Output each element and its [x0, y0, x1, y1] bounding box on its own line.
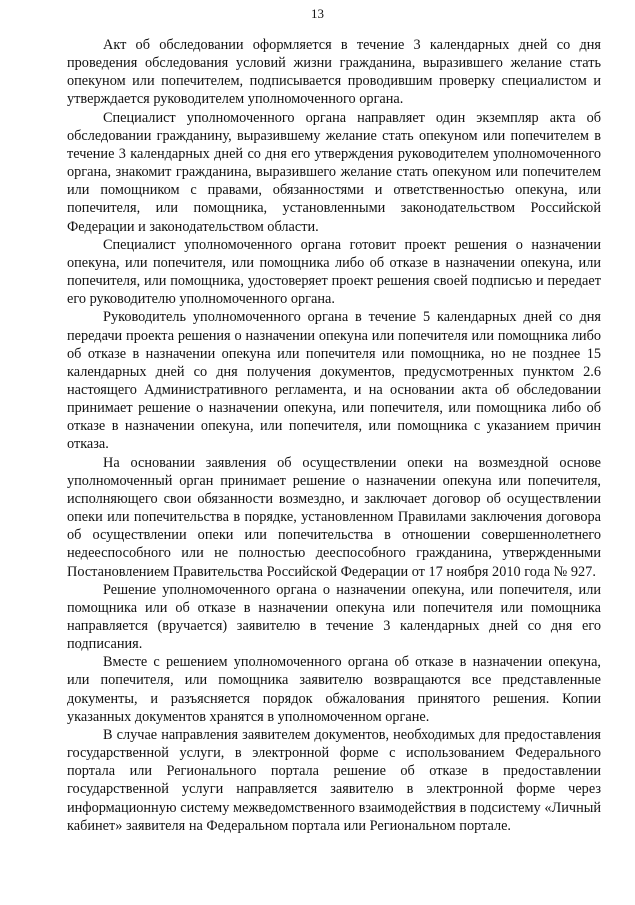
paragraph-paid-guardianship: На основании заявления об осуществлении опеки на возмездной основе уполномоченный орган принимает решение о назначении опекуна или попечителя, исполняющего свои обязанности возмездно, и заключает договор об осуществлении опеки или попечительства в порядке, установленном Правилами заключения договора об осуществлении опеки или попечительства в отношении совершеннолетнего недееспособного или не полностью дееспособного гражданина, утвержденными Постановлением Правительства Российской Федерации от 17 ноября 2010 года № 927. [67, 454, 601, 580]
page-number: 13 [311, 6, 324, 21]
paragraph-act-delivery: Специалист уполномоченного органа направляет один экземпляр акта об обследовании гражданину, выразившему желание стать опекуном или попечителем в течение 3 календарных дней со дня его утверждения руководителем уполномоченного органа, знакомит гражданина, выразившего желание стать опекуном или попечителем или помощником с правами, обязанностями и ответственностью опекуна, или попечителя, или помощника, установленными законодательством Российской Федерации и законодательством области. [67, 109, 601, 235]
paragraph-head-decision: Руководитель уполномоченного органа в течение 5 календарных дней со дня передачи проекта решения о назначении опекуна или попечителя или помощника либо об отказе в назначении опекуна или попечителя или помощника, но не позднее 15 календарных дней со дня получения документов, предусмотренных пунктом 2.6 настоящего Административного регламента, и на основании акта об обследовании принимает решение о назначении опекуна, или попечителя, или помощника либо об отказе в назначении опекуна, или попечителя, или помощника с указанием причин отказа. [67, 309, 601, 453]
paragraph-electronic-refusal: В случае направления заявителем документов, необходимых для предоставления государственной услуги, в электронной форме с использованием Федерального портала или Регионального портала решение об отказе в предоставлении государственной услуги направляется заявителю в электронной форме через информационную систему межведомственного взаимодействия в подсистему «Личный кабинет» заявителя на Федеральном портала или Региональном портале. [67, 726, 601, 834]
document-body [67, 36, 601, 835]
paragraph-inspection-act: Акт об обследовании оформляется в течение 3 календарных дней со дня проведения обследования условий жизни гражданина, выразившего желание стать опекуном или попечителем, подписывается проводившим проверку специалистом и утверждается руководителем уполномоченного органа. [67, 37, 601, 108]
paragraph-decision-delivery: Решение уполномоченного органа о назначении опекуна, или попечителя, или помощника или об отказе в назначении опекуна или попечителя или помощника направляется (вручается) заявителю в течение 3 календарных дней со дня его подписания. [67, 581, 601, 653]
paragraph-refusal-documents: Вместе с решением уполномоченного органа об отказе в назначении опекуна, или попечителя, или помощника заявителю возвращаются все представленные документы, и разъясняется порядок обжалования принятого решения. Копии указанных документов хранятся в уполномоченном органе. [67, 654, 601, 725]
paragraph-draft-decision: Специалист уполномоченного органа готовит проект решения о назначении опекуна, или попечителя, или помощника либо об отказе в назначении опекуна, или попечителя, или помощника, удостоверяет проект решения своей подписью и передает его руководителю уполномоченного органа. [67, 236, 601, 308]
